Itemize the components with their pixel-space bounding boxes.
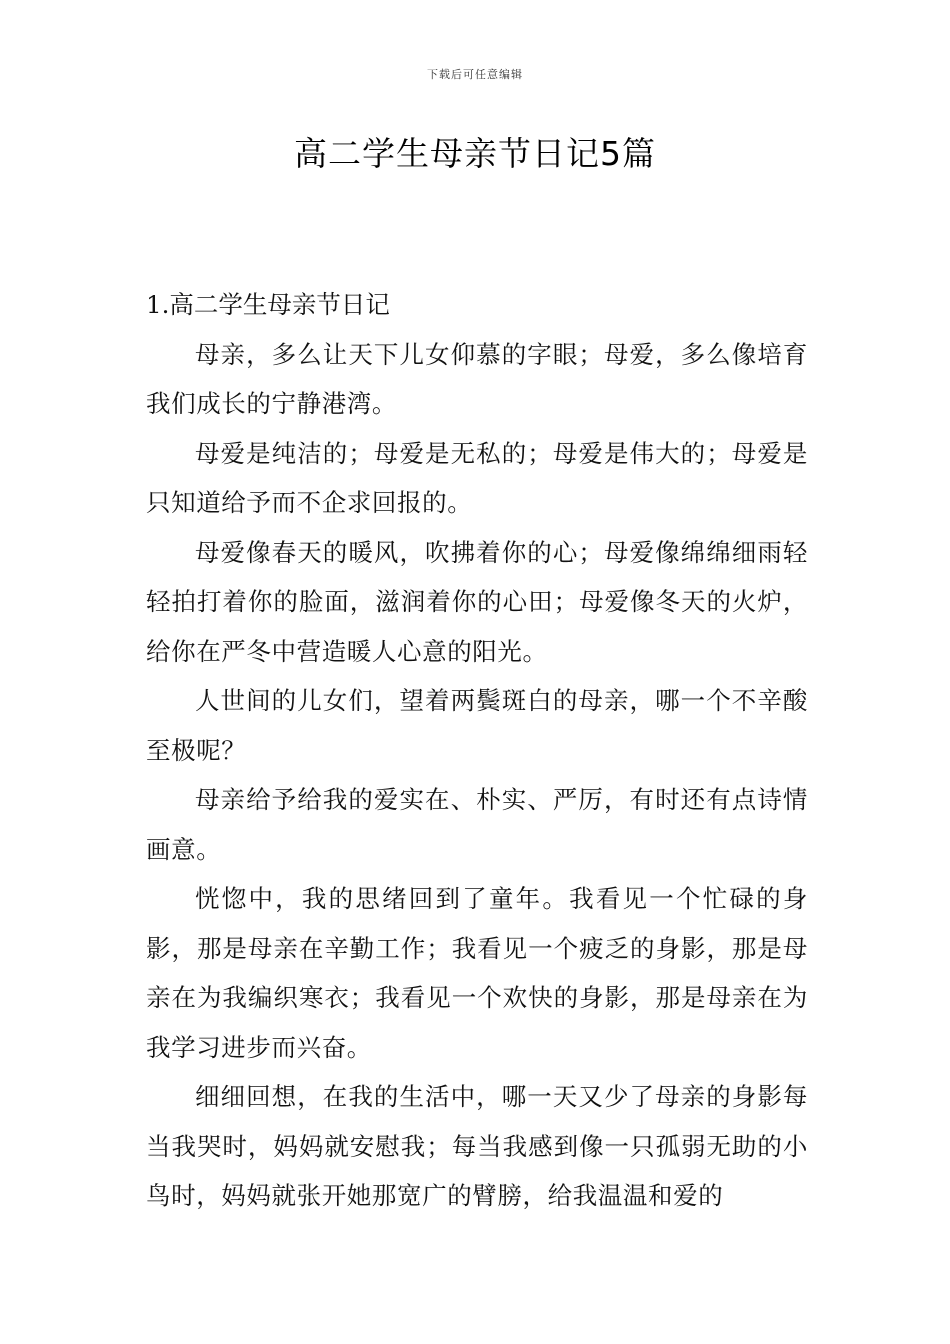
paragraph: 母爱是纯洁的；母爱是无私的；母爱是伟大的；母爱是只知道给予而不企求回报的。 bbox=[146, 438, 808, 517]
section-heading: 1.高二学生母亲节日记 bbox=[146, 290, 390, 319]
paragraph: 人世间的儿女们，望着两鬓斑白的母亲，哪一个不辛酸至极呢？ bbox=[146, 686, 808, 765]
paragraph: 细细回想，在我的生活中，哪一天又少了母亲的身影每当我哭时，妈妈就安慰我；每当我感到像一只孤弱无助的小鸟时，妈妈就张开她那宽广的臂膀，给我温温和爱的 bbox=[146, 1082, 808, 1210]
paragraph: 母亲，多么让天下儿女仰慕的字眼；母爱，多么像培育我们成长的宁静港湾。 bbox=[146, 339, 808, 418]
paragraph: 恍惚中，我的思绪回到了童年。我看见一个忙碌的身影，那是母亲在辛勤工作；我看见一个疲乏的身影，那是母亲在为我编织寒衣；我看见一个欢快的身影，那是母亲在为我学习进步而兴奋。 bbox=[146, 884, 808, 1062]
document-title: 高二学生母亲节日记5篇 bbox=[294, 134, 656, 173]
paragraph: 母亲给予给我的爱实在、朴实、严厉，有时还有点诗情画意。 bbox=[146, 785, 808, 864]
document-body bbox=[146, 280, 808, 1221]
paragraph: 母爱像春天的暖风，吹拂着你的心；母爱像绵绵细雨轻轻拍打着你的脸面，滋润着你的心田；母爱像冬天的火炉，给你在严冬中营造暖人心意的阳光。 bbox=[146, 537, 808, 666]
header-note: 下载后可任意编辑 bbox=[427, 68, 523, 81]
